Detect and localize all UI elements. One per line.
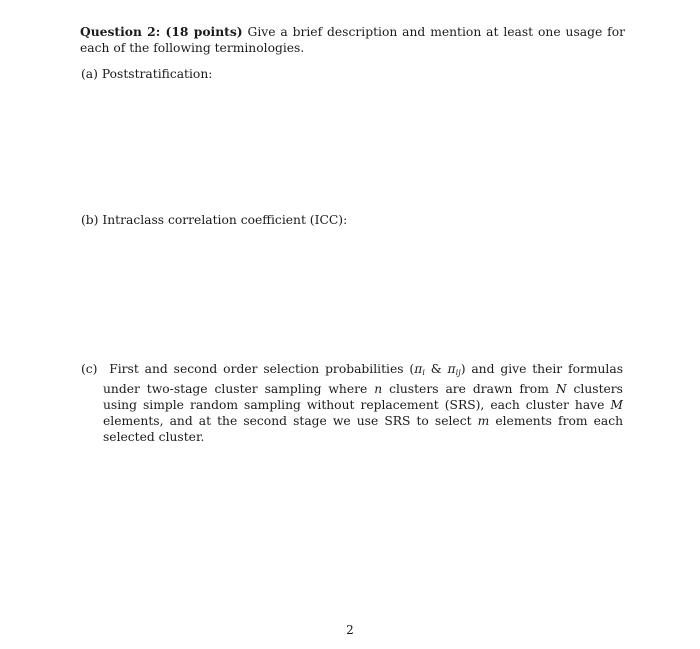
subscript-i: i — [422, 368, 425, 377]
question-heading: Question 2: (18 points) — [80, 24, 243, 39]
part-c-text-4: clusters using simple random sampling without replacement (SRS), each cluster have — [103, 382, 623, 412]
question-statement — [80, 24, 625, 56]
var-n: n — [374, 382, 383, 396]
part-c-text-5: elements, and at the second stage we use SRS to select — [103, 414, 478, 428]
part-c-text-6: elements from each selected cluster. — [103, 414, 623, 444]
var-N: N — [555, 382, 567, 396]
part-a-label: (a) — [81, 67, 98, 81]
ampersand: & — [424, 362, 448, 376]
pi-symbol-2: π — [447, 362, 456, 376]
part-c-text-3: clusters are drawn from — [382, 382, 556, 396]
var-m: m — [477, 414, 490, 428]
pi-symbol: π — [414, 362, 423, 376]
part-c-text-1: First and second order selection probabilities ( — [109, 362, 415, 376]
part-c-label: (c) — [81, 362, 98, 376]
part-c-paragraph — [81, 361, 623, 445]
part-c — [81, 361, 623, 445]
part-b-label: (b) — [81, 213, 99, 227]
part-b — [81, 212, 347, 228]
question-prompt: Give a brief description and mention at least one usage for each of the following terminologies. — [80, 25, 625, 55]
part-c-text-2: ) and give their formulas under two-stage cluster sampling where — [103, 362, 623, 396]
page-number: 2 — [346, 623, 354, 637]
part-b-text: Intraclass correlation coefficient (ICC): — [102, 213, 348, 227]
part-a — [81, 66, 212, 82]
subscript-ij: ij — [455, 368, 461, 377]
part-a-text: Poststratification: — [101, 67, 213, 81]
var-M: M — [610, 398, 623, 412]
